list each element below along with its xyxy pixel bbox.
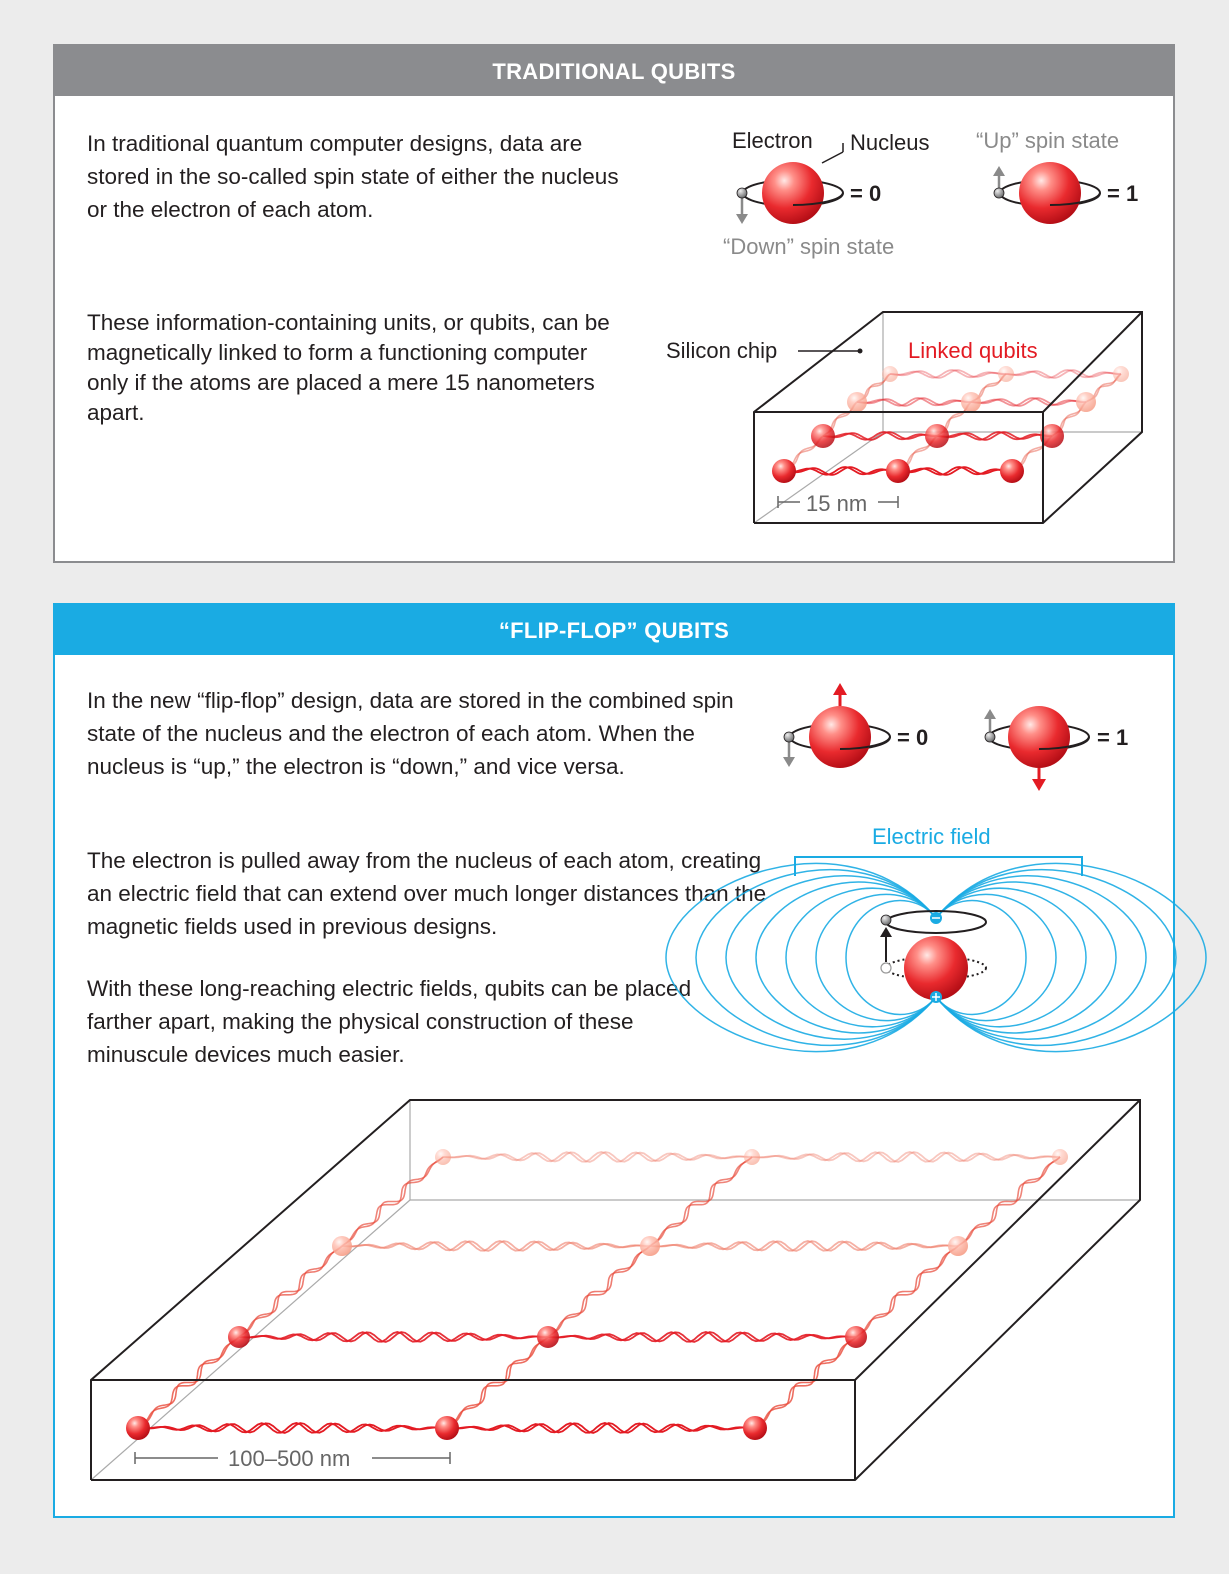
spin-up-atom-icon bbox=[993, 162, 1100, 224]
qubit-atom bbox=[1076, 392, 1096, 412]
qubit-atom bbox=[811, 424, 835, 448]
spacing-100-500nm-label: 100–500 nm bbox=[228, 1446, 351, 1471]
qubit-atom bbox=[925, 424, 949, 448]
flipflop-equals-one: = 1 bbox=[1097, 725, 1129, 750]
flipflop-state-zero-icon bbox=[783, 683, 890, 768]
flip-flop-qubits-title: “FLIP-FLOP” QUBITS bbox=[55, 605, 1173, 655]
flipflop-atom-icon bbox=[880, 911, 986, 1003]
flipflop-state-one-icon bbox=[984, 706, 1089, 791]
qubit-atom bbox=[228, 1326, 250, 1348]
linked-qubits-label: Linked qubits bbox=[908, 338, 1038, 363]
flipflop-chip-diagram bbox=[91, 1100, 1140, 1480]
qubit-atom bbox=[998, 366, 1014, 382]
traditional-qubits-title: TRADITIONAL QUBITS bbox=[55, 46, 1173, 96]
electron-label: Electron bbox=[732, 128, 813, 153]
qubit-atom bbox=[332, 1236, 352, 1256]
spacing-15nm-label: 15 nm bbox=[806, 491, 868, 516]
qubit-atom bbox=[1052, 1149, 1068, 1165]
qubit-atom bbox=[882, 366, 898, 382]
qubit-atom bbox=[886, 459, 910, 483]
qubit-atom bbox=[948, 1236, 968, 1256]
qubit-atom bbox=[743, 1416, 767, 1440]
qubit-atom bbox=[847, 392, 867, 412]
qubit-atom bbox=[126, 1416, 150, 1440]
down-spin-label: “Down” spin state bbox=[723, 234, 895, 259]
flipflop-para-1: In the new “flip-flop” design, data are stored in the combined spin state of the nucleus and the electron of each atom. When the nucleus is “up,” the electron is “down,” and vice versa. bbox=[87, 688, 734, 779]
up-spin-label: “Up” spin state bbox=[976, 128, 1120, 153]
flipflop-para-3: With these long-reaching electric fields, qubits can be placed farther apart, making the physical construction of these minuscule devices much easier. bbox=[87, 976, 692, 1067]
qubit-atom bbox=[435, 1416, 459, 1440]
equals-zero-label: = 0 bbox=[850, 181, 882, 206]
nucleus-label: Nucleus bbox=[850, 130, 930, 155]
spin-down-atom-icon bbox=[736, 143, 843, 224]
electric-field-label: Electric field bbox=[872, 824, 991, 849]
traditional-para-1: In traditional quantum computer designs, data are stored in the so-called spin state of either the nucleus or the electron of each atom. bbox=[87, 131, 619, 222]
equals-one-label: = 1 bbox=[1107, 181, 1139, 206]
qubit-atom bbox=[772, 459, 796, 483]
electric-field-bracket bbox=[795, 857, 1082, 876]
qubit-atom bbox=[435, 1149, 451, 1165]
qubit-atom bbox=[640, 1236, 660, 1256]
qubit-atom bbox=[537, 1326, 559, 1348]
flipflop-para-2: The electron is pulled away from the nucleus of each atom, creating an electric field that can extend over much longer distances than the magnetic fields used in previous designs. bbox=[87, 848, 767, 939]
silicon-chip-label: Silicon chip bbox=[666, 338, 778, 363]
qubit-atom bbox=[1113, 366, 1129, 382]
qubit-atom bbox=[1000, 459, 1024, 483]
qubit-atom bbox=[744, 1149, 760, 1165]
flipflop-equals-zero: = 0 bbox=[897, 725, 929, 750]
traditional-para-2: These information-containing units, or qubits, can be magnetically linked to form a functioning computer only if the atoms are placed a mere 15 nanometers apart. bbox=[87, 310, 610, 425]
qubit-atom bbox=[961, 392, 981, 412]
qubit-atom bbox=[845, 1326, 867, 1348]
